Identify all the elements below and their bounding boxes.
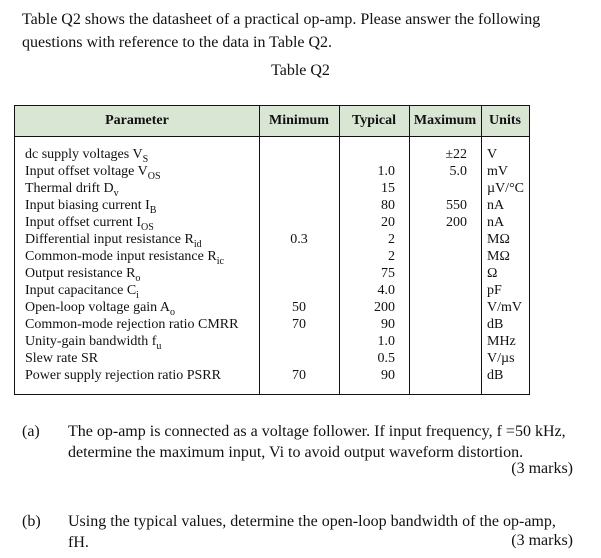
table-cell-param: Input biasing current $I_B$ [25,198,157,216]
header-minimum: Minimum [269,113,329,128]
table-cell-max [409,333,467,350]
table-cell-typ: 4.0 [377,283,395,298]
table-cell-unit: V/mV [487,300,522,315]
table-cell-param: Input offset voltage $V_{OS}$ [25,164,161,182]
table-cell-min: 0.3 [290,232,308,247]
table-cell-param: Input offset current $I_{OS}$ [25,215,154,233]
table-cell-max [409,367,467,384]
intro-paragraph: Table Q2 shows the datasheet of a practical op-amp. Please answer the following questions with reference to the data in Table Q2. [22,11,541,51]
table-cell-typ: 80 [381,198,395,213]
table-cell-min [259,214,339,231]
table-cell-unit: dB [487,368,504,383]
table-cell-max [409,231,467,248]
table-cell-param: Common-mode input resistance $R_{ic}$ [25,249,224,267]
table-cell-param: Thermal drift $D_v$ [25,181,119,199]
table-cell-typ: 1.0 [377,164,395,179]
table-cell-unit: V/µs [487,351,515,366]
question-a-marks: (3 marks) [511,460,573,477]
maximum-column [409,146,467,384]
table-cell-unit: MHz [487,334,516,349]
table-cell-unit: MΩ [487,232,510,247]
table-cell-min [259,180,339,197]
table-cell-min [259,333,339,350]
table-cell-param: Power supply rejection ratio PSRR [25,368,221,383]
header-units: Units [489,113,521,128]
table-cell-max [409,282,467,299]
table-cell-unit: dB [487,317,504,332]
table-cell-max: ±22 [445,147,467,162]
table-cell-typ: 1.0 [377,334,395,349]
table-cell-param: Differential input resistance $R_{id}$ [25,232,202,250]
table-cell-typ: 20 [381,215,395,230]
table-cell-param: Common-mode rejection ratio CMRR [25,317,239,332]
header-maximum: Maximum [413,113,477,128]
table-cell-min: 70 [292,317,306,332]
table-cell-unit: nA [487,215,505,230]
parameter-column [25,146,265,384]
table-cell-param: dc supply voltages $V_S$ [25,147,149,165]
units-column [487,146,527,384]
table-cell-param: Output resistance $R_o$ [25,266,141,284]
table-cell-min [259,265,339,282]
table-cell-param: Input capacitance $C_i$ [25,283,139,301]
table-title: Table Q2 [271,62,330,79]
typical-column [339,146,395,384]
table-cell-typ: 75 [381,266,395,281]
table-cell-unit: V [487,147,498,162]
table-cell-max [409,316,467,333]
minimum-column [259,146,339,384]
table-cell-typ [339,146,395,163]
table-cell-typ: 15 [381,181,395,196]
table-cell-typ: 2 [388,232,395,247]
question-b-label: (b) [22,513,41,530]
table-cell-max [409,299,467,316]
question-a-label: (a) [22,423,40,440]
table-cell-min [259,163,339,180]
table-cell-param: Slew rate SR [25,351,99,366]
table-cell-max: 200 [446,215,467,230]
table-cell-typ: 90 [381,317,395,332]
question-b-text: Using the typical values, determine the open-loop bandwidth of the op-amp, fH. [68,513,556,551]
header-typical: Typical [351,113,397,128]
table-cell-min: 50 [292,300,306,315]
table-cell-unit: mV [487,164,508,179]
table-cell-unit: MΩ [487,249,510,264]
table-cell-typ: 200 [374,300,395,315]
table-cell-typ: 0.5 [377,351,395,366]
question-b-marks: (3 marks) [511,532,573,549]
table-cell-max [409,350,467,367]
table-cell-unit: nA [487,198,505,213]
table-cell-max: 5.0 [449,164,467,179]
table-cell-max: 550 [446,198,467,213]
header-parameter: Parameter [105,113,169,128]
table-cell-max [409,180,467,197]
table-cell-min [259,197,339,214]
table-cell-min [259,248,339,265]
table-cell-max [409,248,467,265]
table-cell-min [259,350,339,367]
table-cell-typ: 2 [388,249,395,264]
table-header [15,106,529,137]
table-cell-unit: pF [487,283,502,298]
table-cell-min: 70 [292,368,306,383]
column-divider [481,106,482,394]
datasheet-table [14,105,530,395]
table-cell-min [259,282,339,299]
table-cell-typ: 90 [381,368,395,383]
table-cell-param: Open-loop voltage gain $A_o$ [25,300,176,318]
table-cell-min [259,146,339,163]
table-cell-max [409,265,467,282]
table-cell-unit: Ω [487,266,498,281]
table-cell-param: Unity-gain bandwidth $f_u$ [25,334,162,352]
question-a-text: The op-amp is connected as a voltage follower. If input frequency, f =50 kHz, determine the maximum input, Vi to avoid output waveform distortion. [68,423,566,461]
table-cell-unit: µV/°C [487,181,525,196]
